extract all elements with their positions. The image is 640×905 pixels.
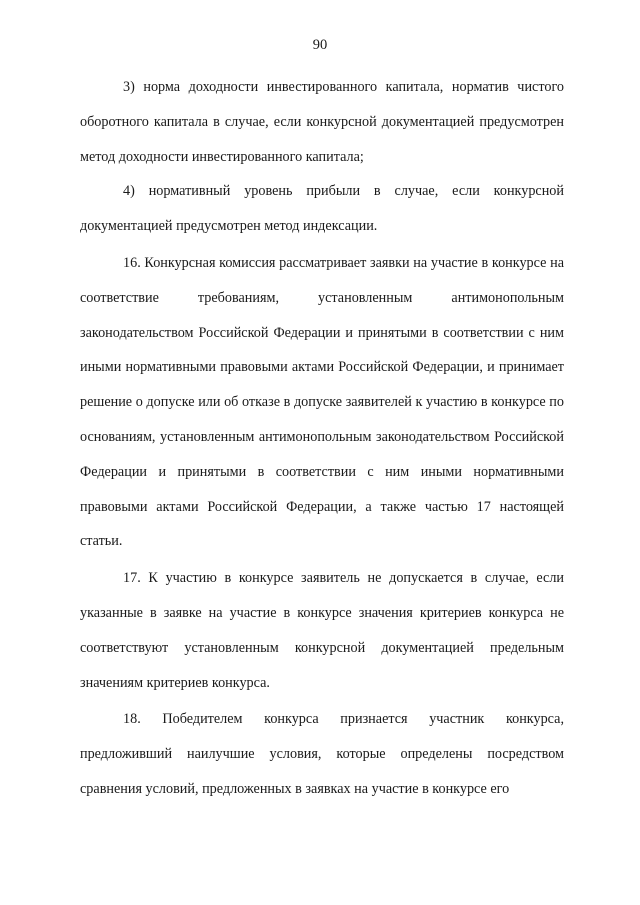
paragraph-item-3: 3) норма доходности инвестированного капитала, норматив чистого оборотного капитала в случае, если конкурсной документацией предусмотрен метод доходности инвестированного капитала; — [80, 79, 564, 165]
paragraph-17: 17. К участию в конкурсе заявитель не допускается в случае, если указанные в заявке на участие в конкурсе значения критериев конкурса не соответствуют установленным конкурсной документацией предельным значениям критериев конкурса. — [80, 570, 564, 691]
paragraph-16: 16. Конкурсная комиссия рассматривает заявки на участие в конкурсе на соответствие требованиям, установленным антимонопольным законодательством Российской Федерации и принятыми в соответствии с ним иными нормативными правовыми актами Российской Федерации, и принимает решение о допуске или об отказе в допуске заявителей к участию в конкурсе по основаниям, установленным антимонопольным законодательством Российской Федерации и принятыми в соответствии с ним иными нормативными правовыми актами Российской Федерации, а также частью 17 настоящей статьи. — [80, 254, 564, 550]
paragraph-item-4: 4) нормативный уровень прибыли в случае, если конкурсной документацией предусмотрен метод индексации. — [80, 183, 564, 235]
document-body — [80, 70, 564, 807]
page-number: 90 — [312, 37, 328, 53]
paragraph-18: 18. Победителем конкурса признается участник конкурса, предложивший наилучшие условия, которые определены посредством сравнения условий, предложенных в заявках на участие в конкурсе его — [80, 711, 564, 797]
